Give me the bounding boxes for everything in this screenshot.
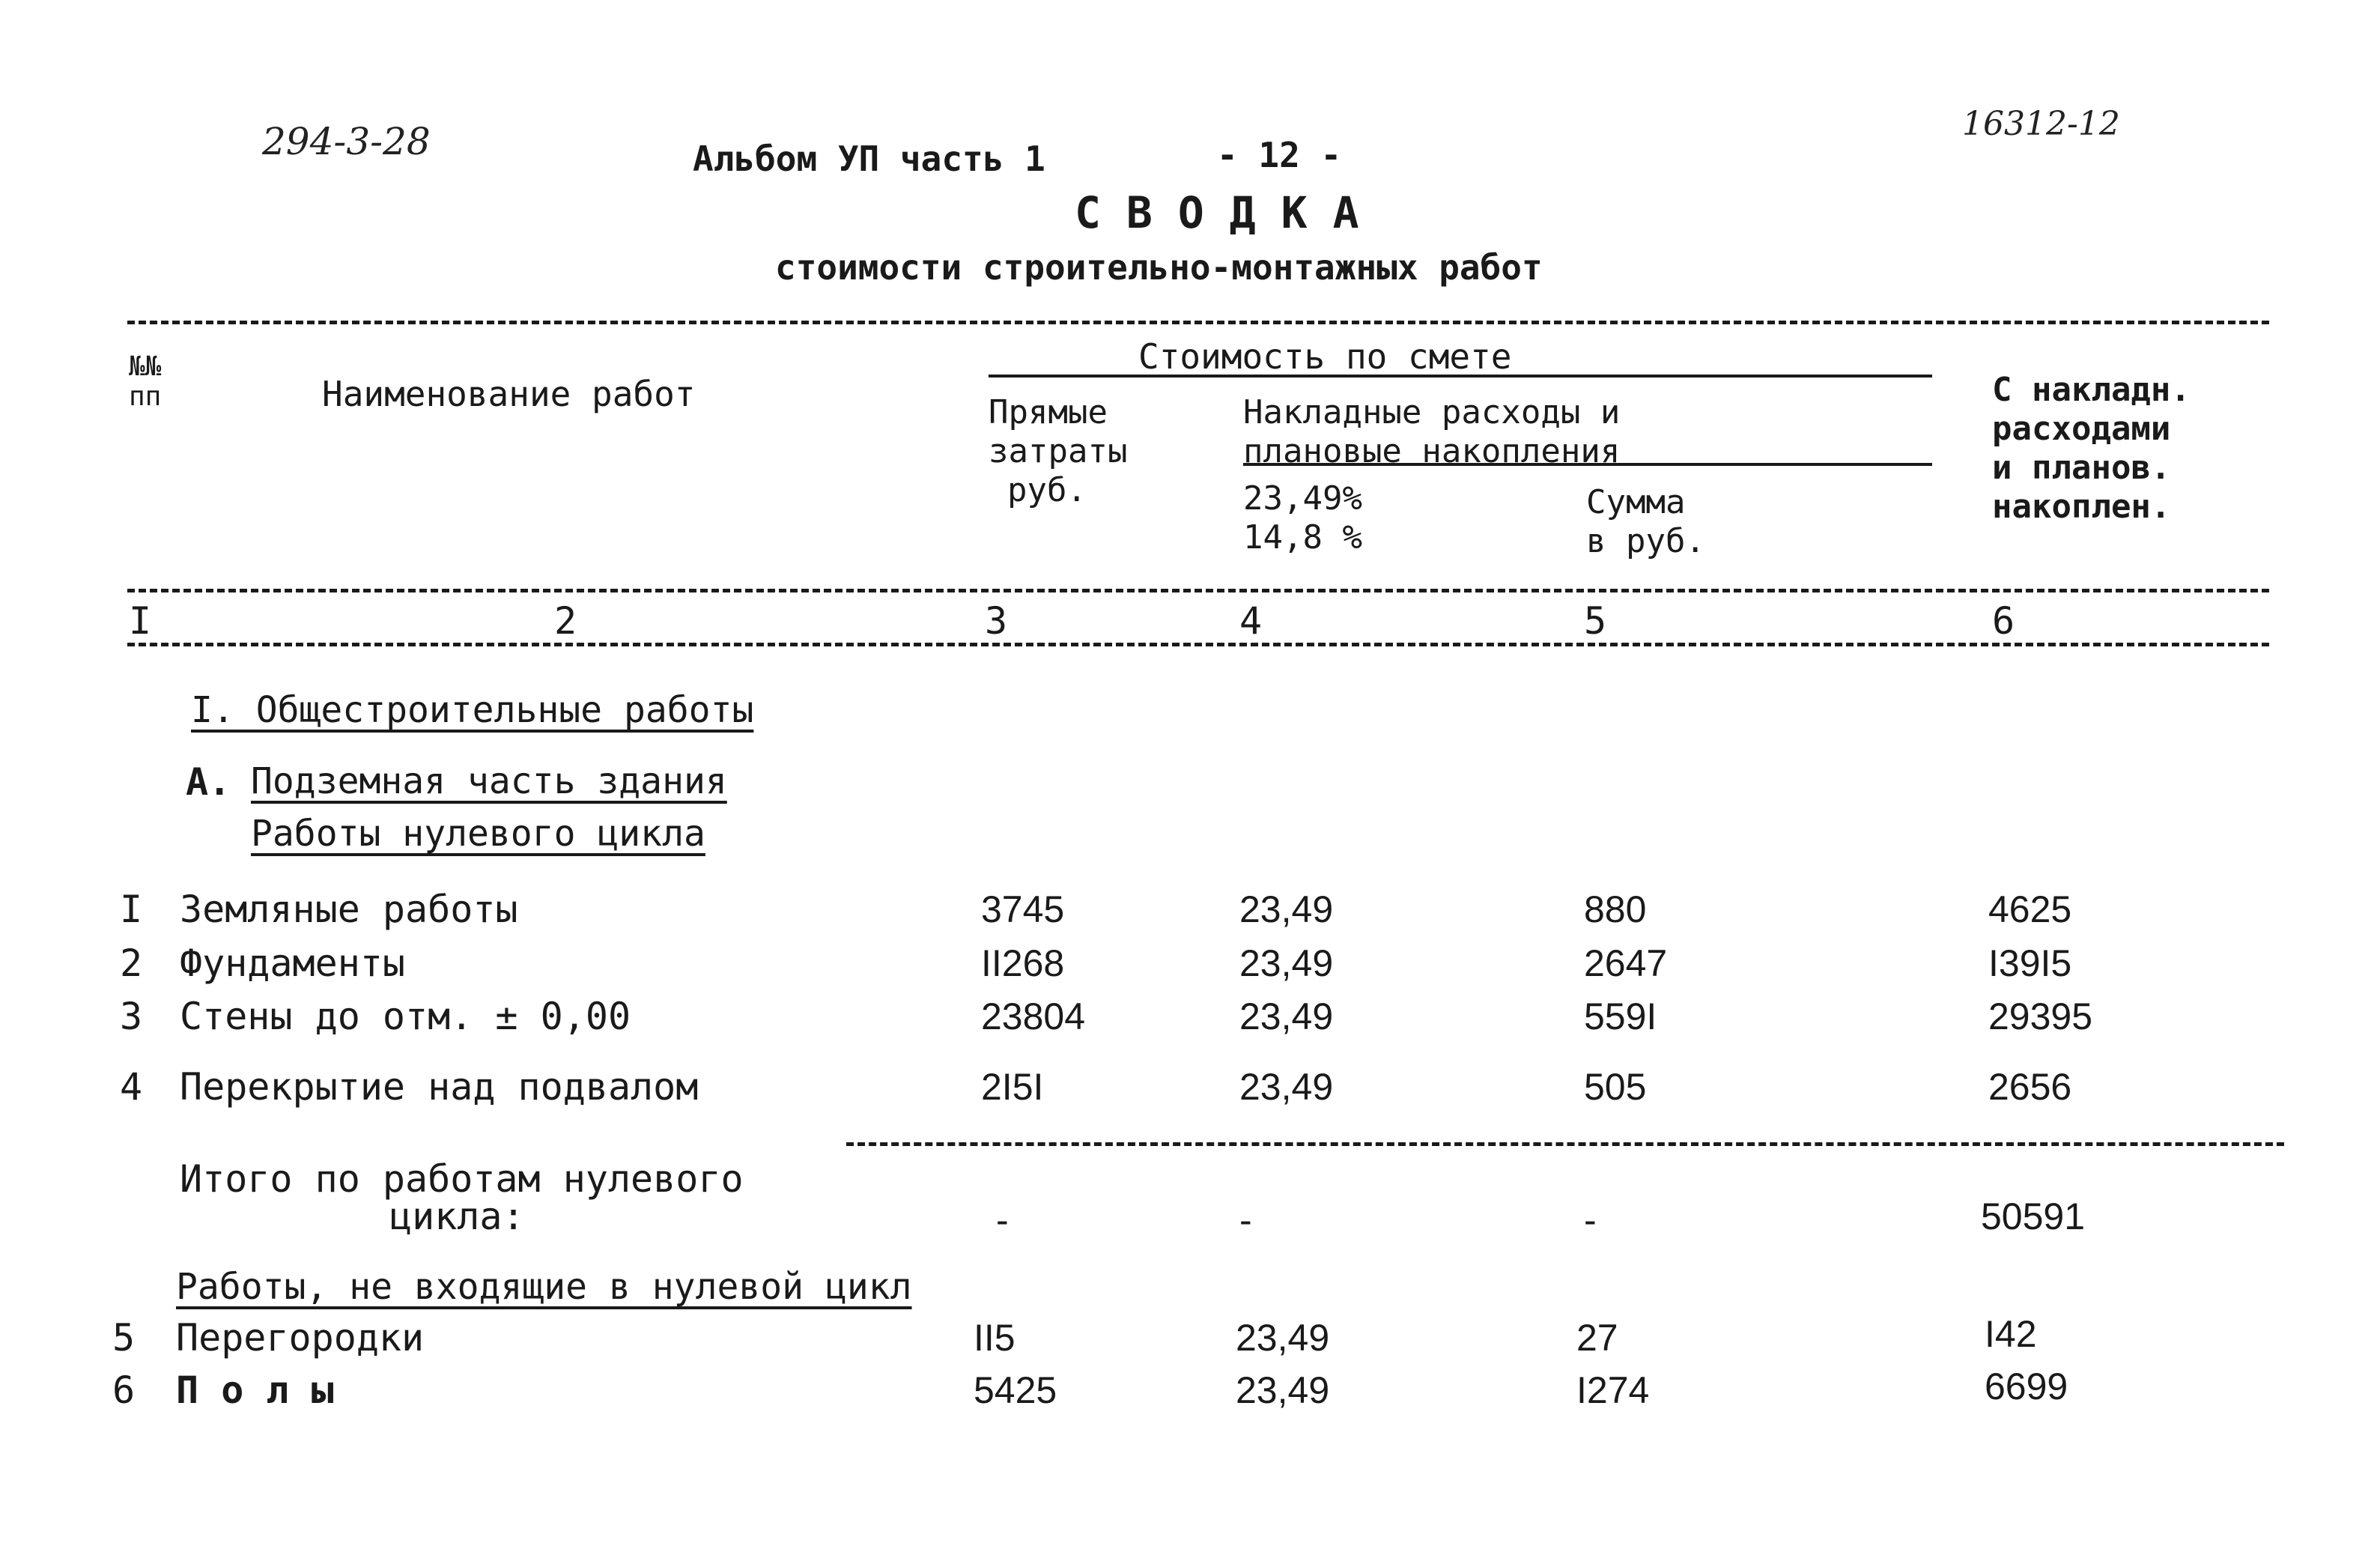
row-name: Перегородки	[176, 1316, 425, 1360]
row-rate: 23,49	[1236, 1369, 1330, 1411]
subtotal-sum: -	[1584, 1199, 1597, 1241]
page-number: - 12 -	[1217, 135, 1342, 175]
row-name: Перекрытие над подвалом	[180, 1065, 699, 1109]
row-overhead-sum: I274	[1576, 1369, 1650, 1411]
row-name: Стены до отм. ± 0,00	[180, 995, 631, 1038]
subtotal-direct: -	[996, 1199, 1009, 1241]
row-rate: 23,49	[1239, 942, 1334, 984]
col-head-total: С накладн. расходами и планов. накоплен.	[1992, 371, 2191, 526]
row-total: I39I5	[1988, 942, 2072, 984]
subtotal-label-line-1: Итого по работам нулевого	[180, 1157, 744, 1201]
section-general-works: I. Общестроительные работы	[191, 689, 754, 731]
row-number: 4	[120, 1065, 143, 1109]
subtotal-label-line-2: цикла:	[389, 1195, 525, 1238]
table-top-rule	[127, 321, 2269, 324]
row-rate: 23,49	[1236, 1317, 1330, 1359]
subtotal-rate: -	[1239, 1199, 1252, 1241]
row-name: Фундаменты	[180, 942, 406, 985]
album-label: Альбом УП часть 1	[693, 139, 1045, 179]
row-rate: 23,49	[1239, 995, 1334, 1037]
row-rate: 23,49	[1239, 888, 1334, 930]
document-title: СВОДКА	[1075, 187, 1385, 238]
section-non-zero-cycle: Работы, не входящие в нулевой цикл	[176, 1266, 912, 1308]
row-rate: 23,49	[1239, 1066, 1334, 1108]
row-overhead-sum: 27	[1576, 1317, 1618, 1359]
row-total: 29395	[1988, 995, 2093, 1037]
col-number-2: 2	[554, 599, 577, 643]
col-number-3: 3	[985, 599, 1008, 643]
col-number-1: I	[129, 599, 152, 643]
row-overhead-sum: 2647	[1584, 942, 1668, 984]
col-head-cost-group: Стоимость по смете	[1138, 336, 1512, 377]
row-direct-cost: II5	[974, 1317, 1016, 1359]
col-head-num: №№ пп	[129, 351, 162, 412]
row-total: 6699	[1985, 1365, 2068, 1407]
row-total: 4625	[1988, 888, 2072, 930]
col-head-rate: 23,49% 14,8 %	[1243, 479, 1362, 557]
row-direct-cost: II268	[981, 942, 1065, 984]
col-head-sum: Сумма в руб.	[1586, 483, 1705, 560]
row-overhead-sum: 880	[1584, 888, 1647, 930]
row-direct-cost: 2I5I	[981, 1066, 1044, 1108]
row-direct-cost: 5425	[974, 1369, 1057, 1411]
row-overhead-sum: 505	[1584, 1066, 1647, 1108]
section-letter-a: А.	[186, 760, 231, 804]
col-head-direct: Прямые затраты руб.	[989, 393, 1128, 509]
col-number-4: 4	[1239, 599, 1263, 643]
row-total: I42	[1985, 1313, 2037, 1355]
row-direct-cost: 23804	[981, 995, 1086, 1037]
row-number: 6	[112, 1368, 136, 1412]
row-direct-cost: 3745	[981, 888, 1065, 930]
subtotal-total: 50591	[1981, 1195, 2086, 1237]
document-code-right: 16312-12	[1962, 105, 2120, 143]
document-subtitle: стоимости строительно-монтажных работ	[775, 247, 1543, 288]
section-underground: Подземная часть здания	[251, 760, 727, 802]
document-code-left: 294-3-28	[262, 120, 431, 163]
row-name: Земляные работы	[180, 888, 518, 931]
column-number-bottom-rule	[127, 643, 2269, 646]
row-name: П о л ы	[176, 1368, 334, 1412]
col-number-6: 6	[1992, 599, 2015, 643]
row-number: 5	[112, 1316, 136, 1360]
section-zero-cycle: Работы нулевого цикла	[251, 813, 705, 855]
column-number-top-rule	[127, 589, 2269, 592]
subtotal-rule	[846, 1142, 2284, 1146]
col-head-overhead-group: Накладные расходы и плановые накопления	[1243, 393, 1621, 470]
row-overhead-sum: 559I	[1584, 995, 1657, 1037]
col-head-name: Наименование работ	[322, 374, 696, 414]
col-number-5: 5	[1584, 599, 1607, 643]
row-total: 2656	[1988, 1066, 2072, 1108]
row-number: 2	[120, 942, 143, 985]
row-number: 3	[120, 995, 143, 1038]
row-number: I	[120, 888, 143, 931]
